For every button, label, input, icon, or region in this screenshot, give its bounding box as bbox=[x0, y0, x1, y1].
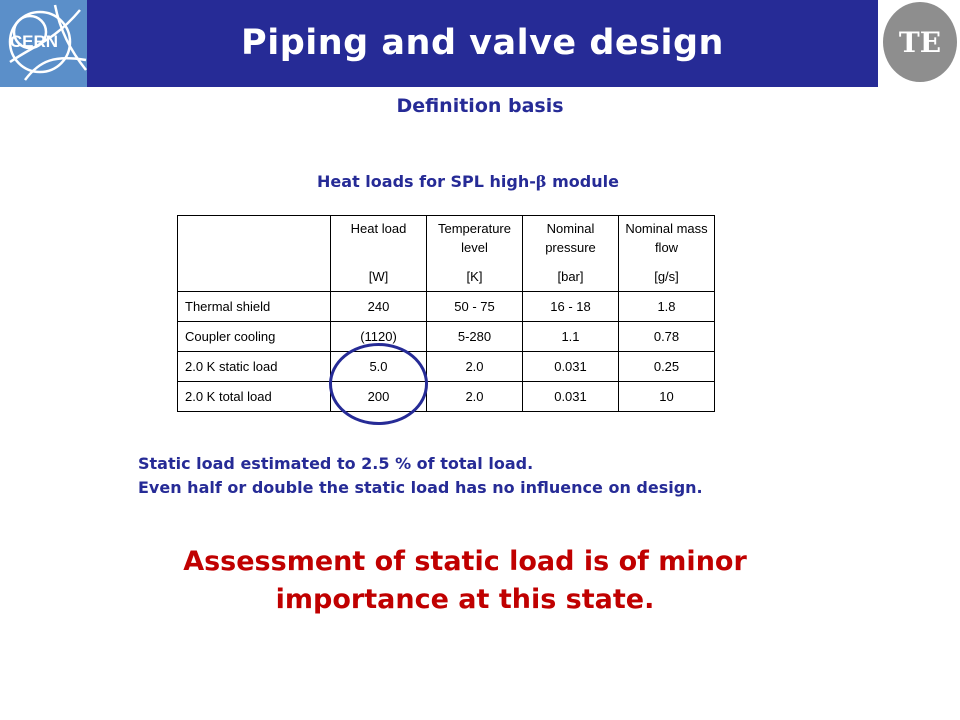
conclusion-line: Assessment of static load is of minor bbox=[183, 546, 747, 577]
notes bbox=[138, 452, 703, 500]
table-cell: 2.0 bbox=[427, 382, 523, 412]
table-cell: 0.031 bbox=[523, 352, 619, 382]
conclusion-line: importance at this state. bbox=[275, 584, 655, 615]
row-label: 2.0 K total load bbox=[178, 382, 331, 412]
table-row bbox=[178, 292, 715, 322]
table-cell: 50 - 75 bbox=[427, 292, 523, 322]
cern-logo bbox=[0, 0, 87, 87]
table-cell: 200 bbox=[331, 382, 427, 412]
table-cell: 0.78 bbox=[619, 322, 715, 352]
table-corner-cell bbox=[178, 216, 331, 292]
row-label: Thermal shield bbox=[178, 292, 331, 322]
table-cell: 1.8 bbox=[619, 292, 715, 322]
conclusion bbox=[0, 543, 930, 619]
note-line: Static load estimated to 2.5 % of total load. bbox=[138, 454, 534, 473]
column-header bbox=[523, 216, 619, 292]
te-badge: TE bbox=[883, 2, 957, 82]
table-cell: 5-280 bbox=[427, 322, 523, 352]
header-bar bbox=[0, 0, 878, 87]
table-cell: 10 bbox=[619, 382, 715, 412]
table-cell: 16 - 18 bbox=[523, 292, 619, 322]
page-title: Piping and valve design bbox=[241, 23, 724, 63]
table-cell: 0.031 bbox=[523, 382, 619, 412]
cern-logo-icon bbox=[0, 0, 87, 87]
heat-load-table bbox=[177, 215, 715, 412]
table-cell: (1120) bbox=[331, 322, 427, 352]
column-unit: [g/s] bbox=[654, 269, 679, 284]
table-title-prefix: Heat loads for SPL high- bbox=[317, 172, 536, 191]
subtitle: Definition basis bbox=[396, 95, 564, 117]
table-cell: 5.0 bbox=[331, 352, 427, 382]
column-header bbox=[619, 216, 715, 292]
column-unit: [W] bbox=[368, 269, 389, 284]
row-label: Coupler cooling bbox=[178, 322, 331, 352]
table-row bbox=[178, 382, 715, 412]
beta-symbol: β bbox=[535, 172, 547, 191]
table-row bbox=[178, 352, 715, 382]
note-line: Even half or double the static load has no influence on design. bbox=[138, 478, 703, 497]
column-unit: [K] bbox=[466, 269, 483, 284]
table-title-suffix: module bbox=[546, 172, 619, 191]
column-label: Nominal mass flow bbox=[625, 221, 708, 255]
cern-logo-text: CERN bbox=[9, 32, 59, 51]
column-header bbox=[427, 216, 523, 292]
table-cell: 240 bbox=[331, 292, 427, 322]
table-cell: 0.25 bbox=[619, 352, 715, 382]
table-cell: 1.1 bbox=[523, 322, 619, 352]
row-label: 2.0 K static load bbox=[178, 352, 331, 382]
table-title bbox=[0, 172, 936, 191]
column-header bbox=[331, 216, 427, 292]
table-cell: 2.0 bbox=[427, 352, 523, 382]
column-label: Temperature level bbox=[438, 221, 511, 255]
column-label: Nominal pressure bbox=[545, 221, 596, 255]
column-label: Heat load bbox=[350, 221, 407, 236]
table-header-row bbox=[178, 216, 715, 292]
column-unit: [bar] bbox=[557, 269, 584, 284]
table-row bbox=[178, 322, 715, 352]
